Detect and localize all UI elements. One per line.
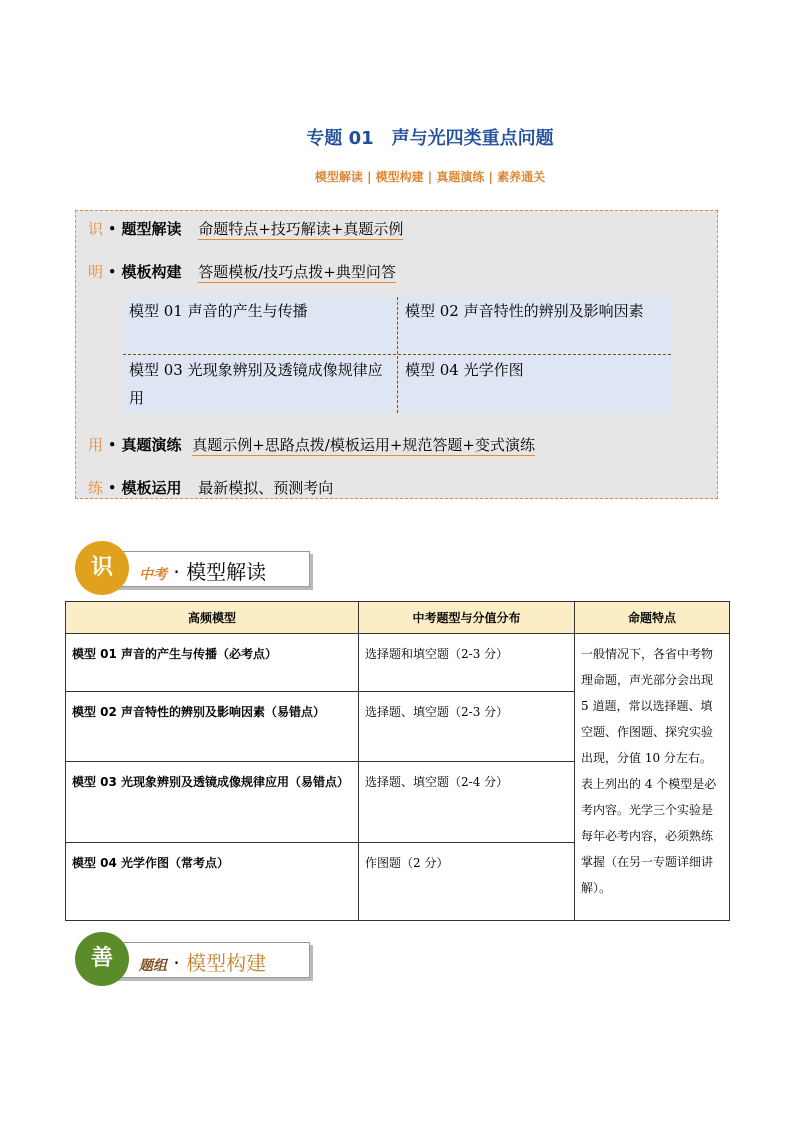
overview-row <box>88 478 333 498</box>
section-tab-text <box>139 947 266 976</box>
section-badge: 善 <box>75 932 129 986</box>
overview-key: 真题演练 <box>121 436 182 454</box>
table-cell-model: 模型 04 光学作图（常考点） <box>66 843 359 921</box>
overview-key: 题型解读 <box>121 220 182 238</box>
model-cell-04: 模型 04 光学作图 <box>399 356 671 413</box>
section-name: 模型解读 <box>186 560 267 584</box>
grid-divider <box>123 354 671 355</box>
page-title: 专题 01 声与光四类重点问题 <box>306 128 554 149</box>
section-badge: 识 <box>75 541 129 595</box>
section-name: 模型构建 <box>186 951 267 975</box>
table-cell-model: 模型 03 光现象辨别及透镜成像规律应用（易错点） <box>66 762 359 843</box>
overview-key: 模板构建 <box>121 263 182 281</box>
overview-value: 命题特点+技巧解读+真题示例 <box>198 220 404 238</box>
section-dot: · <box>173 560 180 584</box>
table-cell-model: 模型 01 声音的产生与传播（必考点） <box>66 634 359 692</box>
table-cell-type: 选择题和填空题（2-3 分） <box>359 634 575 692</box>
model-cell-01: 模型 01 声音的产生与传播 <box>123 297 395 352</box>
table-cell-type: 作图题（2 分） <box>359 843 575 921</box>
table-row <box>66 634 730 692</box>
section-tab <box>105 942 310 978</box>
section-tag: 中考 <box>139 567 167 583</box>
bullet: • <box>107 220 117 238</box>
model-cell-03: 模型 03 光现象辨别及透镜成像规律应用 <box>123 356 395 413</box>
page-subtitle: 模型解读 | 模型构建 | 真题演练 | 素养通关 <box>314 170 546 184</box>
overview-char: 用 <box>88 436 104 454</box>
table-cell-type: 选择题、填空题（2-4 分） <box>359 762 575 843</box>
table-header: 中考题型与分值分布 <box>359 602 575 634</box>
section-header-model-building <box>75 932 315 988</box>
overview-row <box>88 435 535 455</box>
model-table <box>65 601 730 921</box>
overview-box <box>75 210 718 499</box>
overview-row <box>88 219 403 239</box>
section-tag: 题组 <box>139 958 167 974</box>
bullet: • <box>107 263 117 281</box>
section-dot: · <box>173 951 180 975</box>
overview-value: 真题示例+思路点拨/模板运用+规范答题+变式演练 <box>192 436 535 454</box>
overview-char: 明 <box>88 263 104 281</box>
table-cell-model: 模型 02 声音特性的辨别及影响因素（易错点） <box>66 692 359 762</box>
table-cell-type: 选择题、填空题（2-3 分） <box>359 692 575 762</box>
section-header-model-interpretation <box>75 541 315 597</box>
section-tab-text <box>139 556 266 585</box>
table-cell-feature: 一般情况下，各省中考物理命题，声光部分会出现 5 道题，常以选择题、填空题、作图题、探究实验出现，分值 10 分左右。表上列出的 4 个模型是必考内容。光学三个实验是每年必考内容，必须熟练掌握（在另一专题详细讲解）。 <box>575 634 730 921</box>
overview-char: 识 <box>88 220 104 238</box>
model-grid <box>123 297 671 413</box>
table-header: 高频模型 <box>66 602 359 634</box>
table-header: 命题特点 <box>575 602 730 634</box>
model-cell-02: 模型 02 声音特性的辨别及影响因素 <box>399 297 671 352</box>
overview-row <box>88 262 396 282</box>
section-tab <box>105 551 310 587</box>
overview-key: 模板运用 <box>121 479 182 497</box>
bullet: • <box>107 436 117 454</box>
grid-divider <box>397 297 398 413</box>
bullet: • <box>107 479 117 497</box>
table-header-row <box>66 602 730 634</box>
overview-char: 练 <box>88 479 104 497</box>
overview-value: 答题模板/技巧点拨+典型问答 <box>198 263 396 281</box>
overview-value: 最新模拟、预测考向 <box>198 479 334 497</box>
